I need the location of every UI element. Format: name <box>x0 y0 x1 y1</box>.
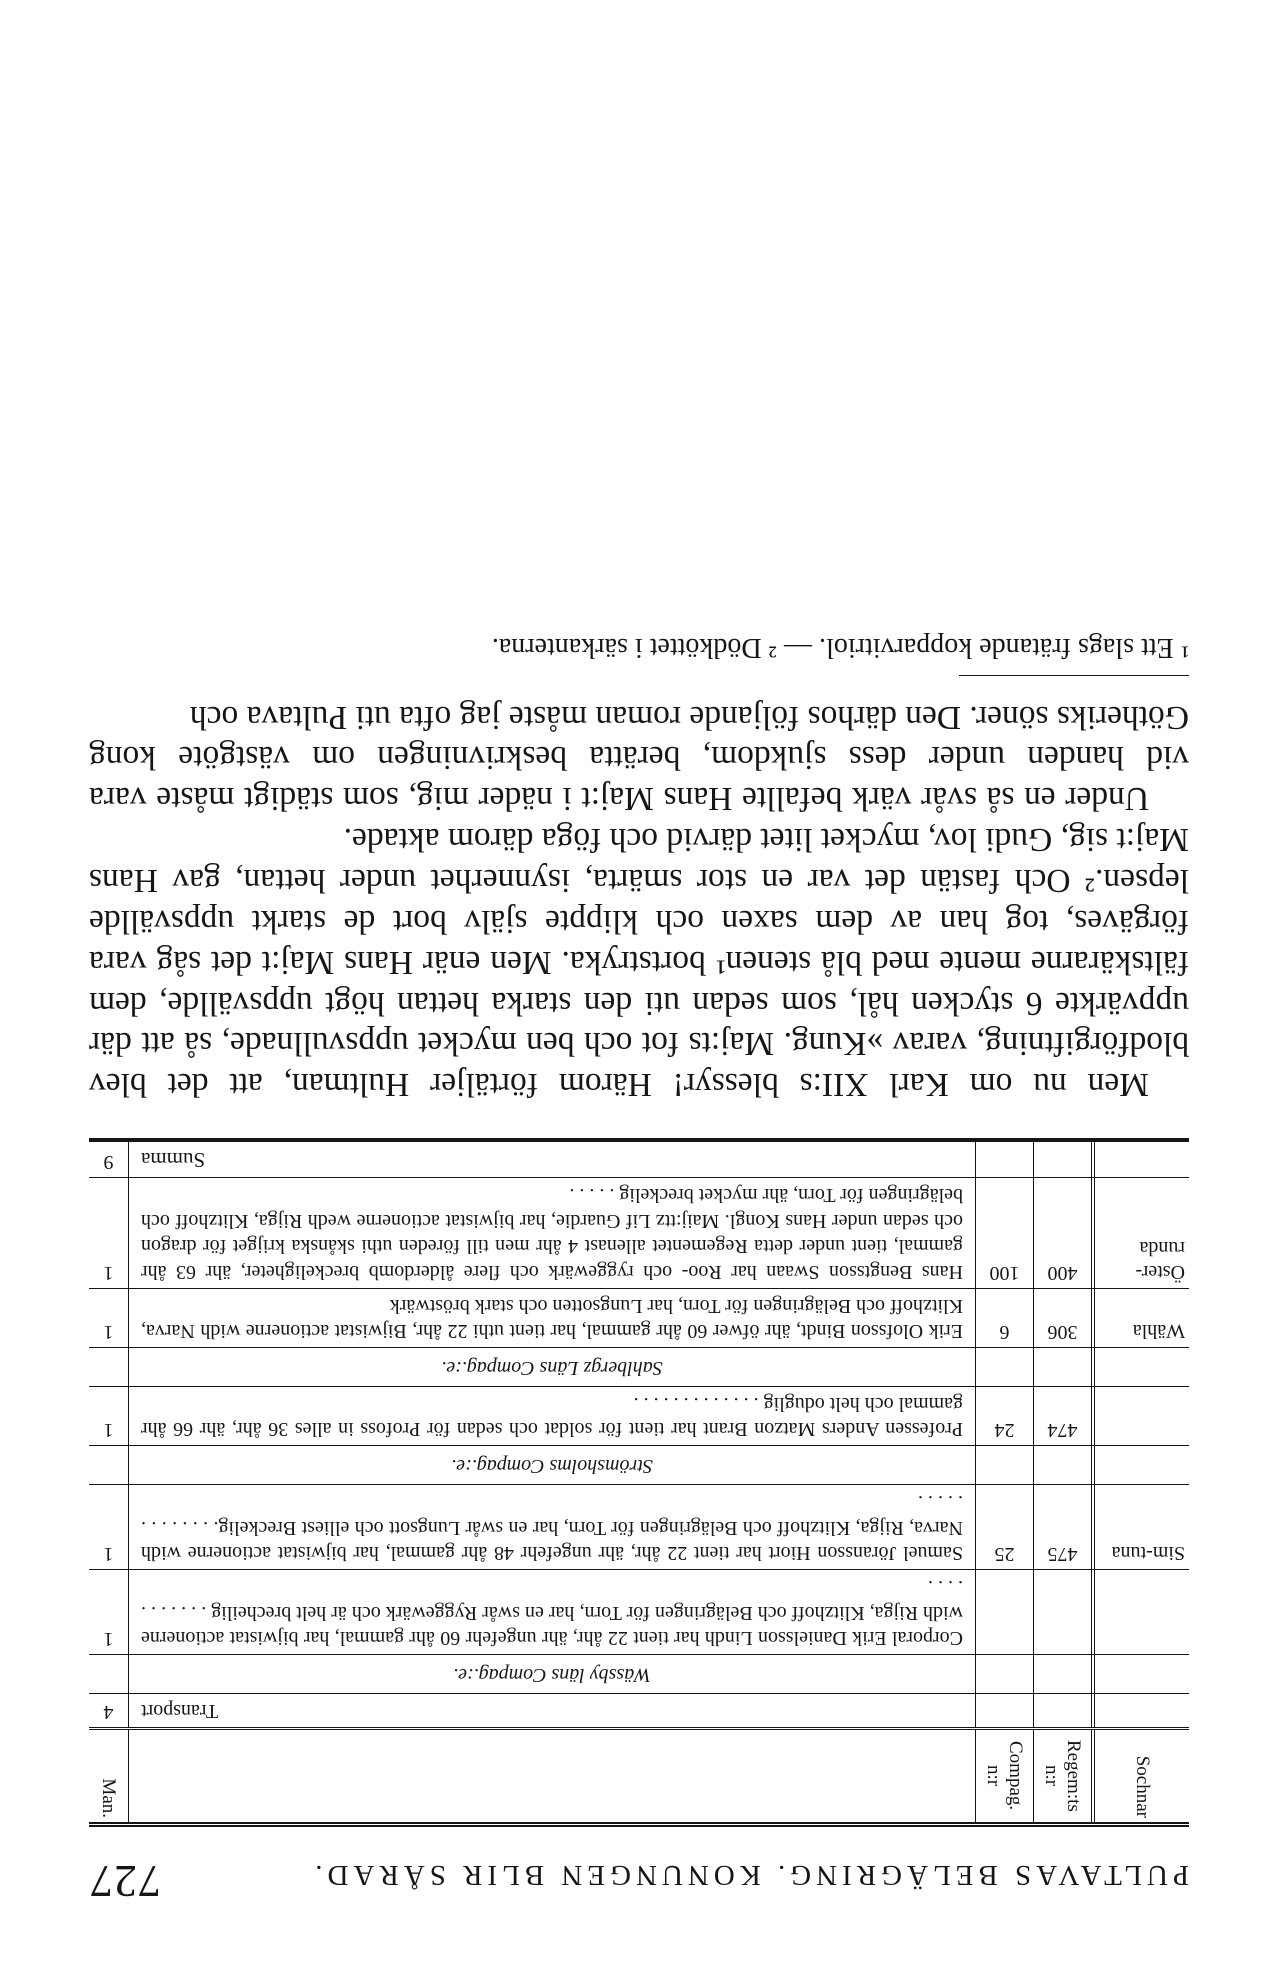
table-row <box>89 1177 1189 1288</box>
table-row <box>89 1569 1189 1654</box>
parish-cell <box>1091 1570 1189 1654</box>
summa-row <box>89 1141 1189 1177</box>
regiment-number-cell: 474 <box>1033 1387 1091 1446</box>
description-cell: Corporal Erik Danielsson Lindh har tient 22 åhr, ähr ungefehr 60 åhr gammal, har bijwistat actionerne widh Rijga, Klitzhoff och Belägringen för Torn, har en swår Ryggewärk och är helt brecheilig . . . . . . . . . . . <box>141 1576 963 1650</box>
header-regemts: Regem:ts n:r <box>1033 1730 1091 1822</box>
parish-cell: Sim-tuna <box>1091 1485 1189 1569</box>
company-number-cell: 24 <box>975 1387 1033 1446</box>
regiment-number-cell: 306 <box>1033 1289 1091 1348</box>
company-heading: Wässby läns Compag.:e. <box>453 1663 651 1686</box>
description-cell: Erik Olofsson Bindt, ähr öfwer 60 åhr gammal, har tient uthi 22 åhr, Bijwistat actionerne widh Narva, Klitzhoff och Belägringen för Torn, har Lungsotten och stark bröstwärk <box>141 1294 963 1343</box>
company-number-cell: 25 <box>975 1485 1033 1569</box>
table-row <box>89 1386 1189 1446</box>
header-man: Man. <box>89 1730 129 1822</box>
company-number-cell <box>975 1570 1033 1654</box>
header-text <box>129 1730 975 1822</box>
running-header <box>89 1855 1189 1908</box>
man-count-cell: 1 <box>89 1387 129 1446</box>
summa-label: Summa <box>141 1147 206 1172</box>
parish-cell: Wähla <box>1091 1289 1189 1348</box>
transport-value: 4 <box>89 1694 129 1727</box>
body-text <box>89 696 1189 1105</box>
company-heading-row <box>89 1654 1189 1692</box>
company-number-cell: 6 <box>975 1289 1033 1348</box>
running-title: PULTAVAS BELÄGRING. KONUNGEN BLIR SÅRAD. <box>310 1859 1189 1891</box>
summa-value: 9 <box>89 1142 129 1177</box>
description-cell: Samuel Jöransson Hiort har tient 22 åhr, ähr ungefehr 48 åhr gammal, har bijwistat actionerne widh Narva, Rijga, Klitzhoff och Belägringen för Torn, har en swår Lungsott och elliest Breckelig. . . . . . . . . . . . . <box>141 1491 963 1565</box>
company-heading-row <box>89 1347 1189 1385</box>
parish-cell: Öster-runda <box>1091 1178 1189 1288</box>
description-cell: Hans Bengtsson Swaan har Roo- och ryggewärk och flere ålderdomb breckeligheter, ähr 63 åhr gammal, tient under detta Regementet allenast 4 åhr men till föreden uthi skånska krijget för dragon och sedan under Hans Kongl. Maij:ttz Lif Guardie, har bijwistat actionerne wedh Rijga, Klitzhoff och belägringen för Torn, ähr mycket breckelig . . . . . <box>141 1184 963 1283</box>
table-row <box>89 1484 1189 1569</box>
table-rows <box>89 1177 1189 1693</box>
regiment-number-cell <box>1033 1570 1091 1654</box>
paragraph: Under en så svår värk befallte Hans Maj:t i näder mig, som städigt måste vara vid handen under dess sjukdom, berätta beskrivningen om västgöte kong Götheriks söner. Den därhos följande roman måste jag ofta uti Pultava och <box>89 698 1189 818</box>
description-cell: Professen Anders Matzon Brant har tient för soldat och sedan för Profoss in alles 36 åhr, ähr 66 åhr gammal och helt oduglig . . . . . . . . . . . . . <box>141 1393 963 1441</box>
footnote: ¹ Ett slags frätande kopparvitriol. — ² Dödköttet i särkanterna. <box>491 631 1189 663</box>
footnote-rule <box>959 675 1189 676</box>
transport-row <box>89 1693 1189 1727</box>
company-heading: Sahlbergz Läns Compag.:e. <box>441 1356 663 1379</box>
company-heading: Strömsholms Compag.:e. <box>451 1454 653 1477</box>
company-heading-row <box>89 1445 1189 1483</box>
muster-table <box>89 1138 1189 1827</box>
man-count-cell: 1 <box>89 1178 129 1288</box>
paragraph: Men nu om Karl XII:s blessyr! Härom förtäljer Hultman, att det blev blodförgiftning, varav »Kung. Maj:ts fot och ben mycket uppsvullnade, så att där uppvärkte 6 stycken hål, som sedan uti den starka hettan högt uppsvällde, dem fältskärarne mente med blå stenen¹ bortstryka. Men enär Hans Maj:t det såg vara förgäves, tog han av dem saxen och klippte själv bort de starkt uppsvällde lepsen.² Och fastän det var en stor smärta, isynnerhet under hettan, gav Hans Maj:t sig, Gudi lov, mycket litet därvid och föga därom aktade. <box>89 821 1189 1104</box>
table-row <box>89 1288 1189 1348</box>
man-count-cell: 1 <box>89 1485 129 1569</box>
page-number: 727 <box>89 1856 161 1907</box>
regiment-number-cell: 400 <box>1033 1178 1091 1288</box>
transport-label: Transport <box>141 1700 219 1722</box>
company-number-cell: 100 <box>975 1178 1033 1288</box>
header-compag: Compag. n:r <box>975 1730 1033 1822</box>
table-header-row <box>89 1727 1189 1822</box>
man-count-cell: 1 <box>89 1570 129 1654</box>
regiment-number-cell: 475 <box>1033 1485 1091 1569</box>
parish-cell <box>1091 1387 1189 1446</box>
header-sochnar: Sochnar <box>1091 1730 1189 1822</box>
man-count-cell: 1 <box>89 1289 129 1348</box>
